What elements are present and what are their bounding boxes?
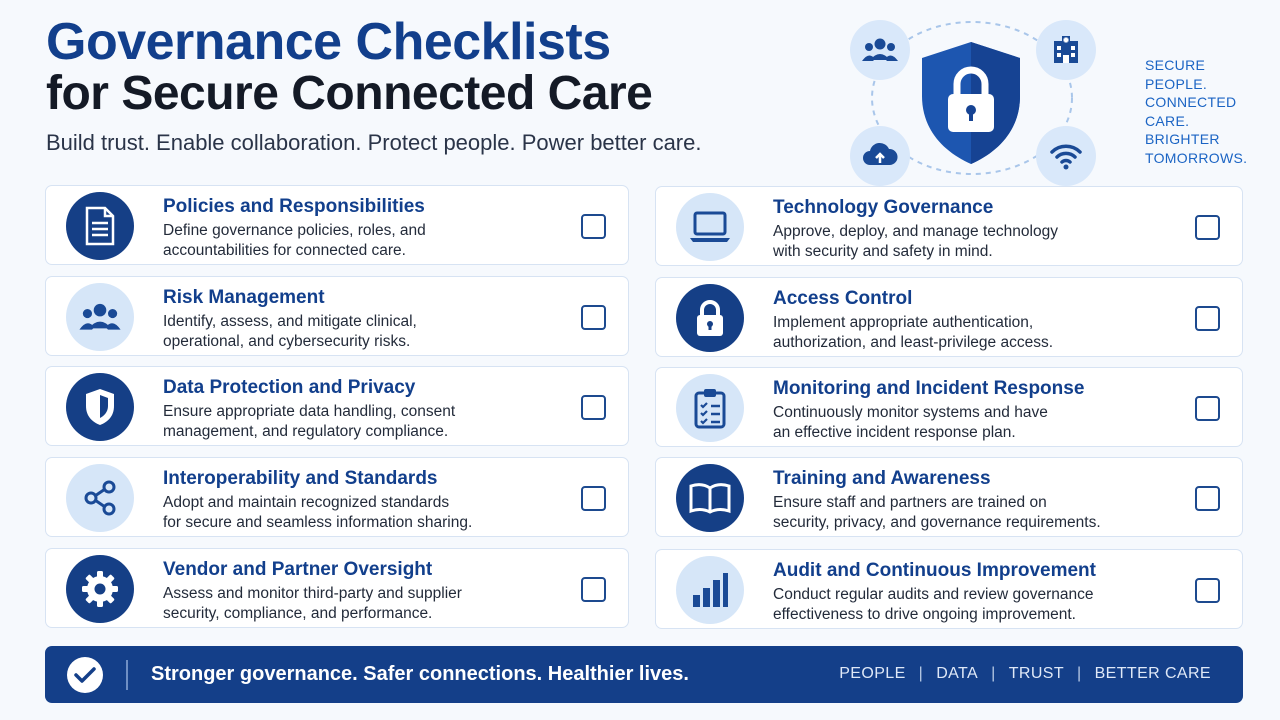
tagline-line: SECURE <box>1145 57 1206 73</box>
card-title: Technology Governance <box>773 197 994 218</box>
card-title: Training and Awareness <box>773 468 991 489</box>
footer-banner <box>45 646 1243 703</box>
checkbox[interactable] <box>581 486 606 511</box>
checkbox[interactable] <box>1195 306 1220 331</box>
laptop-icon <box>676 193 744 261</box>
checkmark-icon <box>67 657 103 693</box>
card-description: Conduct regular audits and review governance effectiveness to drive ongoing improvement. <box>773 586 1094 623</box>
checklist-card-access-control <box>655 277 1243 357</box>
checklist-card-vendor <box>45 548 629 628</box>
checklist-card-monitoring <box>655 367 1243 447</box>
card-title: Monitoring and Incident Response <box>773 378 1085 399</box>
checkbox[interactable] <box>1195 578 1220 603</box>
checklist-card-technology <box>655 186 1243 266</box>
footer-message: Stronger governance. Safer connections. Healthier lives. <box>151 663 689 685</box>
bar-chart-icon <box>676 556 744 624</box>
checkbox[interactable] <box>1195 486 1220 511</box>
checklist-card-training <box>655 457 1243 537</box>
footer-tag: TRUST <box>1008 665 1065 682</box>
footer-tag: DATA <box>936 665 979 682</box>
card-title: Risk Management <box>163 287 325 308</box>
page-title-line1: Governance Checklists <box>46 13 611 71</box>
card-title: Data Protection and Privacy <box>163 377 416 398</box>
clipboard-icon <box>676 374 744 442</box>
hospital-icon <box>1036 20 1096 80</box>
card-description: Adopt and maintain recognized standards for secure and seamless information sharing. <box>163 494 473 531</box>
checklist-card-data-protection <box>45 366 629 446</box>
card-description: Assess and monitor third-party and supplier security, compliance, and performance. <box>163 585 462 622</box>
card-description: Identify, assess, and mitigate clinical, operational, and cybersecurity risks. <box>163 313 417 350</box>
checkbox[interactable] <box>581 214 606 239</box>
checkbox[interactable] <box>581 395 606 420</box>
lock-icon <box>676 284 744 352</box>
card-title: Audit and Continuous Improvement <box>773 560 1096 581</box>
shield-lock-icon <box>916 38 1026 168</box>
card-title: Access Control <box>773 288 913 309</box>
tagline-line: CONNECTED <box>1145 94 1237 110</box>
document-icon <box>66 192 134 260</box>
checklist-card-policies <box>45 185 629 265</box>
page-subtitle: Build trust. Enable collaboration. Protect people. Power better care. <box>46 130 702 155</box>
people-icon <box>66 283 134 351</box>
shield-icon <box>66 373 134 441</box>
checkbox[interactable] <box>1195 215 1220 240</box>
gear-icon <box>66 555 134 623</box>
page-title-line2: for Secure Connected Care <box>46 67 653 120</box>
tagline-line: TOMORROWS. <box>1145 149 1248 166</box>
footer-divider <box>126 660 128 690</box>
checkbox[interactable] <box>1195 396 1220 421</box>
wifi-icon <box>1036 126 1096 186</box>
checkbox[interactable] <box>581 305 606 330</box>
book-icon <box>676 464 744 532</box>
hero-tagline <box>1145 56 1247 167</box>
card-description: Approve, deploy, and manage technology with security and safety in mind. <box>773 223 1058 260</box>
card-title: Vendor and Partner Oversight <box>163 559 433 580</box>
people-icon <box>850 20 910 80</box>
tagline-line: BRIGHTER <box>1145 131 1220 147</box>
cloud-icon <box>850 126 910 186</box>
footer-tag: PEOPLE <box>839 665 906 682</box>
card-title: Interoperability and Standards <box>163 468 438 489</box>
card-description: Ensure appropriate data handling, consent management, and regulatory compliance. <box>163 403 456 440</box>
share-icon <box>66 464 134 532</box>
checklist-card-interoperability <box>45 457 629 537</box>
checkbox[interactable] <box>581 577 606 602</box>
card-description: Define governance policies, roles, and accountabilities for connected care. <box>163 222 426 259</box>
checklist-card-risk <box>45 276 629 356</box>
hero-graphic <box>840 8 1110 188</box>
card-title: Policies and Responsibilities <box>163 196 425 217</box>
footer-tags: PEOPLE | DATA | TRUST | BETTER CARE <box>839 665 1211 682</box>
card-description: Implement appropriate authentication, authorization, and least-privilege access. <box>773 314 1054 351</box>
checklist-card-audit <box>655 549 1243 629</box>
card-description: Continuously monitor systems and have an effective incident response plan. <box>773 404 1048 441</box>
card-description: Ensure staff and partners are trained on security, privacy, and governance requirements. <box>773 494 1101 531</box>
tagline-line: PEOPLE. <box>1145 75 1208 92</box>
tagline-line: CARE. <box>1145 112 1190 129</box>
footer-tag: BETTER CARE <box>1094 665 1211 682</box>
